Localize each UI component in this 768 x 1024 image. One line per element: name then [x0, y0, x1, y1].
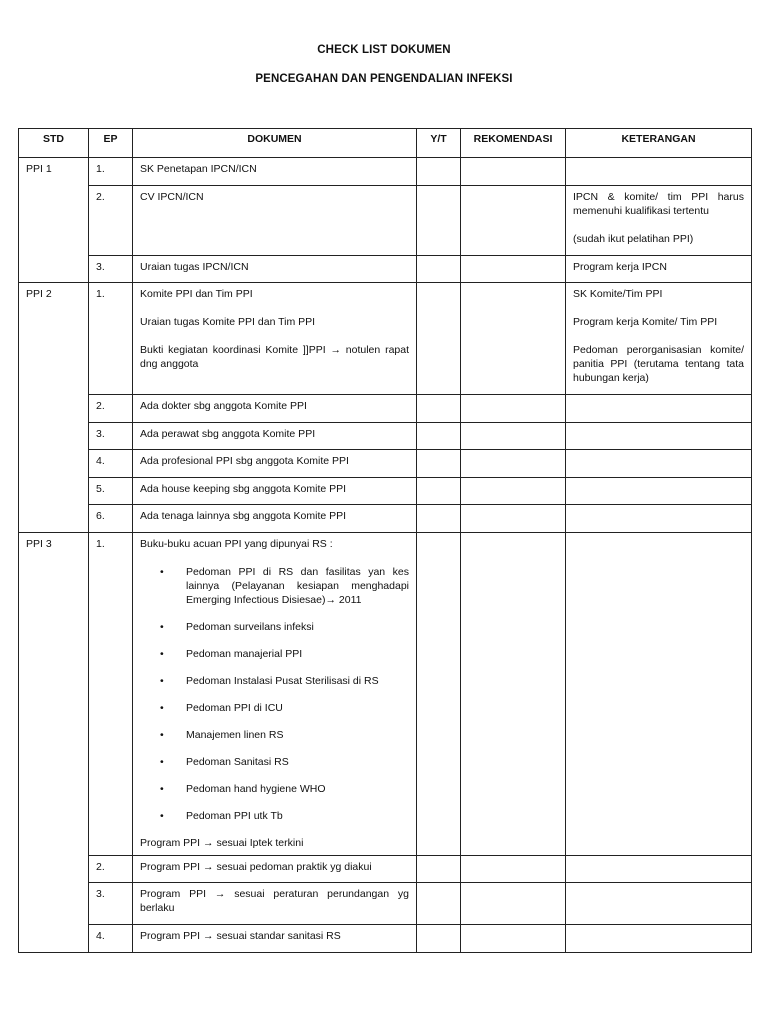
keterangan-cell	[566, 477, 752, 505]
rekomendasi-cell[interactable]	[461, 925, 566, 953]
keterangan-cell	[566, 925, 752, 953]
dokumen-cell: Ada dokter sbg anggota Komite PPI	[133, 395, 417, 423]
ep-cell: 1.	[89, 532, 133, 855]
dokumen-text: Buku-buku acuan PPI yang dipunyai RS :	[140, 537, 333, 550]
dokumen-cell: SK Penetapan IPCN/ICN	[133, 158, 417, 186]
yt-cell[interactable]	[417, 883, 461, 925]
keterangan-cell	[566, 185, 752, 255]
ep-cell: 2.	[89, 185, 133, 255]
dokumen-cell: Program PPI → sesuai pedoman praktik yg diakui	[133, 855, 417, 883]
yt-cell[interactable]	[417, 925, 461, 953]
keterangan-cell: Program kerja IPCN	[566, 255, 752, 283]
dokumen-cell: Ada profesional PPI sbg anggota Komite PPI	[133, 450, 417, 478]
checklist-table	[18, 128, 752, 953]
bullet-icon: •	[160, 565, 164, 578]
ep-cell: 4.	[89, 450, 133, 478]
bullet-icon: •	[160, 809, 164, 822]
header-yt: Y/T	[417, 129, 461, 158]
table-row	[19, 855, 752, 883]
table-row	[19, 422, 752, 450]
header-dokumen: DOKUMEN	[133, 129, 417, 158]
list-item	[160, 755, 409, 769]
rekomendasi-cell[interactable]	[461, 185, 566, 255]
list-item	[160, 647, 409, 661]
list-item	[160, 809, 409, 823]
table-row	[19, 283, 752, 395]
dokumen-cell: Program PPI → sesuai peraturan perundangan yg berlaku	[133, 883, 417, 925]
ep-cell: 2.	[89, 395, 133, 423]
rekomendasi-cell[interactable]	[461, 395, 566, 423]
dokumen-text: Uraian tugas Komite PPI dan Tim PPI	[140, 316, 316, 328]
keterangan-cell	[566, 395, 752, 423]
ep-cell: 3.	[89, 422, 133, 450]
rekomendasi-cell[interactable]	[461, 477, 566, 505]
rekomendasi-cell[interactable]	[461, 532, 566, 855]
keterangan-text: Pedoman perorganisasian komite/ panitia PPI (terutama tentang tata hubungan kerja)	[573, 344, 744, 384]
dokumen-cell: Ada tenaga lainnya sbg anggota Komite PPI	[133, 505, 417, 533]
keterangan-cell	[566, 450, 752, 478]
list-item	[160, 728, 409, 742]
table-row	[19, 255, 752, 283]
table-row	[19, 185, 752, 255]
ep-cell: 4.	[89, 925, 133, 953]
list-item	[160, 674, 409, 688]
list-item	[160, 701, 409, 715]
keterangan-cell	[566, 283, 752, 395]
keterangan-cell	[566, 505, 752, 533]
table-row	[19, 158, 752, 186]
list-item	[160, 620, 409, 634]
rekomendasi-cell[interactable]	[461, 158, 566, 186]
keterangan-cell	[566, 855, 752, 883]
dokumen-cell: Program PPI → sesuai standar sanitasi RS	[133, 925, 417, 953]
table-row	[19, 395, 752, 423]
reference-list	[140, 565, 409, 823]
rekomendasi-cell[interactable]	[461, 422, 566, 450]
bullet-icon: •	[160, 728, 164, 741]
table-row	[19, 883, 752, 925]
std-cell-ppi3: PPI 3	[19, 532, 89, 952]
table-row	[19, 925, 752, 953]
header-keterangan: KETERANGAN	[566, 129, 752, 158]
yt-cell[interactable]	[417, 477, 461, 505]
bullet-icon: •	[160, 674, 164, 687]
yt-cell[interactable]	[417, 283, 461, 395]
rekomendasi-cell[interactable]	[461, 855, 566, 883]
bullet-icon: •	[160, 701, 164, 714]
bullet-icon: •	[160, 782, 164, 795]
bullet-icon: •	[160, 647, 164, 660]
rekomendasi-cell[interactable]	[461, 283, 566, 395]
table-row	[19, 532, 752, 855]
reference-text: Pedoman Sanitasi RS	[186, 755, 289, 768]
reference-text: Pedoman surveilans infeksi	[186, 620, 314, 633]
keterangan-cell	[566, 158, 752, 186]
std-cell-ppi2: PPI 2	[19, 283, 89, 533]
yt-cell[interactable]	[417, 532, 461, 855]
dokumen-cell: Ada house keeping sbg anggota Komite PPI	[133, 477, 417, 505]
reference-text: Pedoman hand hygiene WHO	[186, 782, 326, 795]
dokumen-cell: Ada perawat sbg anggota Komite PPI	[133, 422, 417, 450]
document-subtitle: PENCEGAHAN DAN PENGENDALIAN INFEKSI	[255, 73, 513, 85]
bullet-icon: •	[160, 620, 164, 633]
keterangan-text: Program kerja Komite/ Tim PPI	[573, 316, 718, 328]
yt-cell[interactable]	[417, 505, 461, 533]
bullet-icon: •	[160, 755, 164, 768]
table-row	[19, 477, 752, 505]
list-item	[160, 565, 409, 607]
header-row	[19, 129, 752, 158]
std-cell-ppi1: PPI 1	[19, 158, 89, 283]
yt-cell[interactable]	[417, 855, 461, 883]
reference-text: Pedoman PPI di RS dan fasilitas yan kes lainnya (Pelayanan kesiapan menghadapi Emerging Infectious Disiesae)→ 2011	[186, 565, 409, 606]
rekomendasi-cell[interactable]	[461, 883, 566, 925]
dokumen-cell: CV IPCN/ICN	[133, 185, 417, 255]
yt-cell[interactable]	[417, 395, 461, 423]
ep-cell: 2.	[89, 855, 133, 883]
reference-text: Manajemen linen RS	[186, 728, 284, 741]
yt-cell[interactable]	[417, 450, 461, 478]
rekomendasi-cell[interactable]	[461, 505, 566, 533]
dokumen-text: Bukti kegiatan koordinasi Komite ]]PPI → notulen rapat dng anggota	[140, 344, 409, 370]
ep-cell: 6.	[89, 505, 133, 533]
keterangan-cell	[566, 883, 752, 925]
reference-text: Pedoman Instalasi Pusat Sterilisasi di RS	[186, 674, 379, 687]
keterangan-text: (sudah ikut pelatihan PPI)	[573, 232, 694, 245]
dokumen-text: Program PPI → sesuai Iptek terkini	[140, 836, 304, 849]
dokumen-cell	[133, 532, 417, 855]
header-rekomendasi: REKOMENDASI	[461, 129, 566, 158]
dokumen-text: Komite PPI dan Tim PPI	[140, 288, 253, 300]
reference-text: Pedoman PPI utk Tb	[186, 809, 283, 822]
dokumen-cell: Uraian tugas IPCN/ICN	[133, 255, 417, 283]
reference-text: Pedoman manajerial PPI	[186, 647, 303, 660]
dokumen-cell	[133, 283, 417, 395]
yt-cell[interactable]	[417, 255, 461, 283]
yt-cell[interactable]	[417, 422, 461, 450]
keterangan-text: SK Komite/Tim PPI	[573, 288, 663, 300]
ep-cell: 1.	[89, 158, 133, 186]
keterangan-text: IPCN & komite/ tim PPI harus memenuhi kualifikasi tertentu	[573, 190, 744, 217]
ep-cell: 5.	[89, 477, 133, 505]
table-row	[19, 505, 752, 533]
reference-text: Pedoman PPI di ICU	[186, 701, 283, 714]
yt-cell[interactable]	[417, 185, 461, 255]
yt-cell[interactable]	[417, 158, 461, 186]
document-title: CHECK LIST DOKUMEN	[317, 44, 451, 56]
ep-cell: 1.	[89, 283, 133, 395]
ep-cell: 3.	[89, 255, 133, 283]
table-row	[19, 450, 752, 478]
ep-cell: 3.	[89, 883, 133, 925]
keterangan-cell	[566, 532, 752, 855]
rekomendasi-cell[interactable]	[461, 255, 566, 283]
keterangan-cell	[566, 422, 752, 450]
header-std: STD	[19, 129, 89, 158]
header-ep: EP	[89, 129, 133, 158]
list-item	[160, 782, 409, 796]
rekomendasi-cell[interactable]	[461, 450, 566, 478]
